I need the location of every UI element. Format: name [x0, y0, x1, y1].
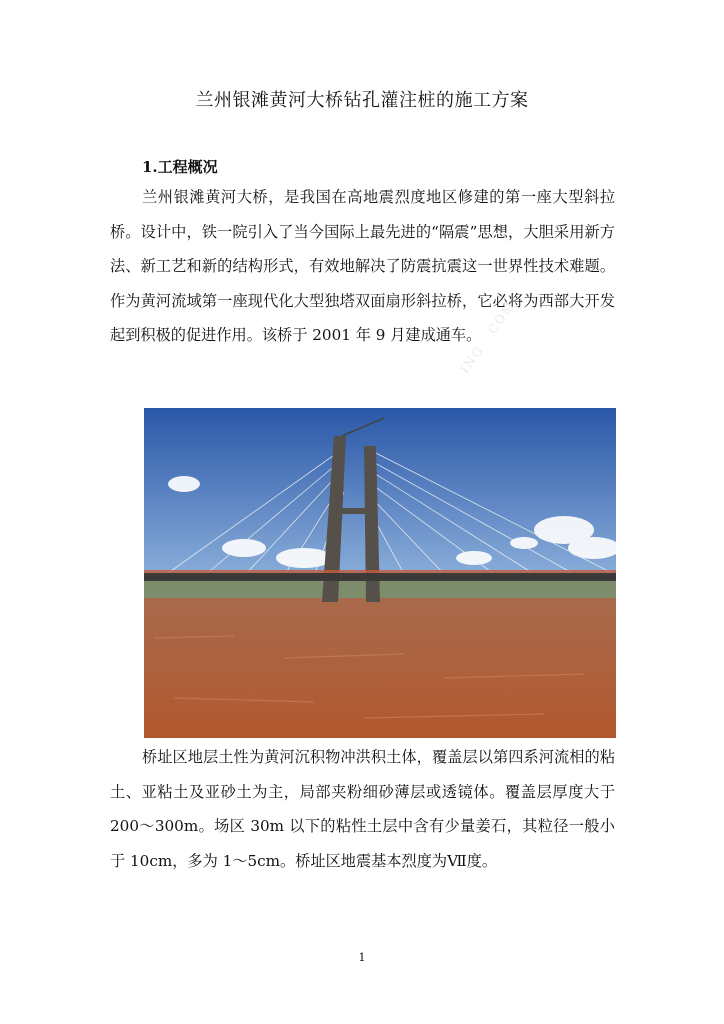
deck-railing: [144, 570, 616, 573]
document-title: 兰州银滩黄河大桥钻孔灌注桩的施工方案: [195, 90, 529, 111]
bridge-deck: [144, 573, 616, 581]
sky: [144, 408, 616, 586]
page-number: 1: [358, 951, 366, 964]
section-heading: 1.工程概况: [142, 158, 218, 176]
watermark: ING . COM: [457, 297, 519, 377]
river: [144, 598, 616, 738]
bridge-photo: [144, 408, 616, 738]
paragraph-overview: 兰州银滩黄河大桥，是我国在高地震烈度地区修建的第一座大型斜拉桥。设计中，铁一院引入了当今国际上最先进的“隔震”思想，大胆采用新方法、新工艺和新的结构形式，有效地解决了防震抗震这一世界性技术难题。作为黄河流域第一座现代化大型独塔双面扇形斜拉桥，它必将为西部大开发起到积极的促进作用。该桥于 2001 年 9 月建成通车。: [110, 188, 615, 345]
paragraph-geology: 桥址区地层土性为黄河沉积物冲洪积土体，覆盖层以第四系河流相的粘土、亚粘土及亚砂土为主，局部夹粉细砂薄层或透镜体。覆盖层厚度大于 200～300m。场区 30m 以下的粘性土层中含有少量姜石，其粒径一般小于 10cm，多为 1～5cm。桥址区地震基本烈度为Ⅶ度。: [110, 748, 615, 870]
